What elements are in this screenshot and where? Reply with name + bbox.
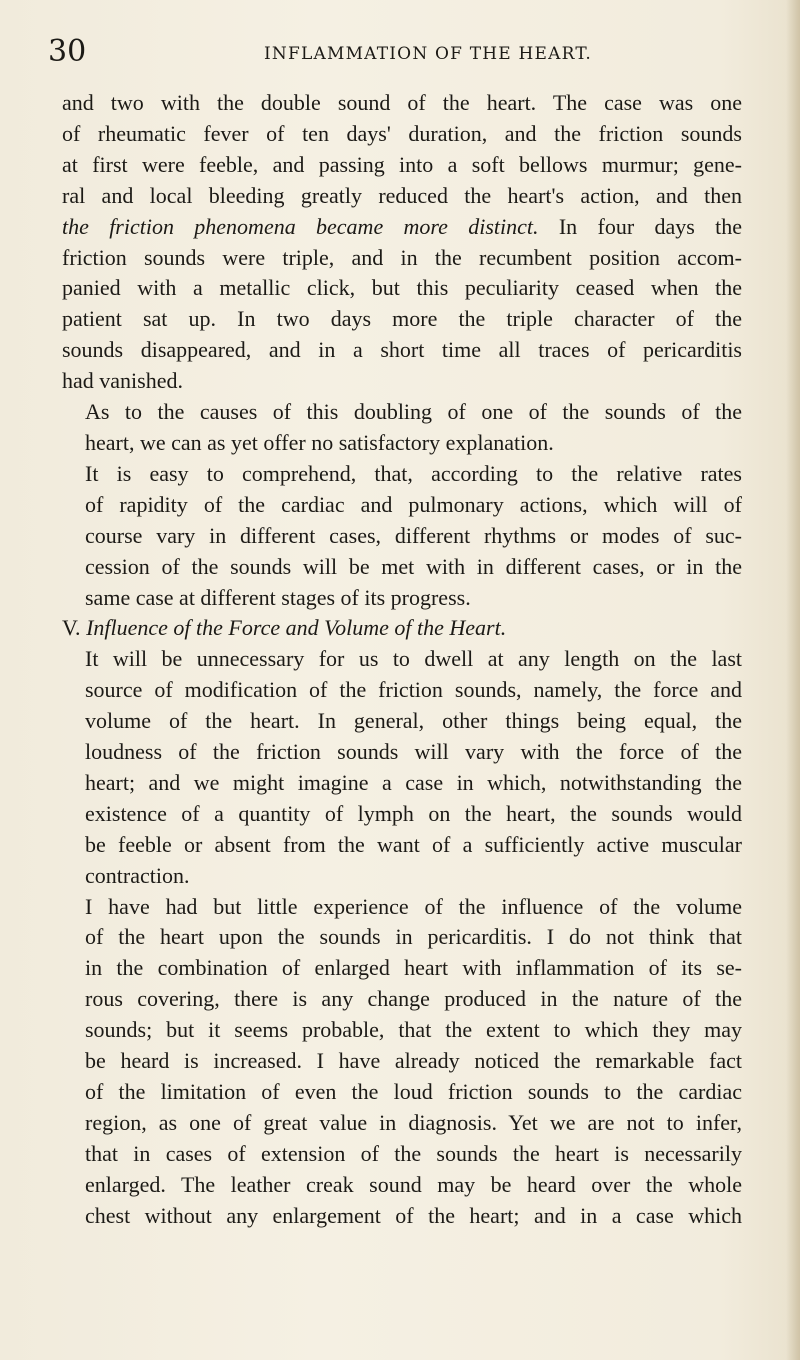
paragraph-4: [62, 644, 742, 891]
text-fragment: In four days the: [538, 213, 742, 239]
text-line: at first were feeble, and passing into a soft bellows murmur; gene-: [62, 151, 742, 177]
section-heading: [62, 613, 742, 644]
text-line: same case at different stages of its progress.: [85, 584, 471, 610]
text-line: sounds disappeared, and in a short time all traces of pericarditis: [62, 337, 742, 363]
text-line: panied with a metallic click, but this peculiarity ceased when the: [62, 275, 742, 301]
page-edge-shadow: [786, 0, 800, 1360]
text-line: source of modification of the friction sounds, namely, the force and: [85, 677, 742, 703]
section-title: Influence of the Force and Volume of the Heart.: [86, 615, 507, 641]
text-line: patient sat up. In two days more the triple character of the: [62, 306, 742, 332]
text-line: ral and local bleeding greatly reduced the heart's action, and then: [62, 182, 742, 208]
text-line: sounds; but it seems probable, that the extent to which they may: [85, 1017, 742, 1043]
section-numeral-text: V.: [62, 615, 81, 641]
text-line: As to the causes of this doubling of one of the sounds of the: [85, 399, 742, 425]
page-header: [48, 32, 748, 76]
text-line: that in cases of extension of the sounds the heart is necessarily: [85, 1140, 742, 1166]
text-line: I have had but little experience of the influence of the volume: [85, 893, 742, 919]
text-line: It is easy to comprehend, that, according to the relative rates: [85, 460, 742, 486]
text-line: heart; and we might imagine a case in which, notwithstanding the: [85, 769, 742, 795]
text-line-with-emphasis: [62, 212, 742, 243]
text-line: chest without any enlargement of the heart; and in a case which: [85, 1202, 742, 1228]
text-line: loudness of the friction sounds will vary with the force of the: [85, 739, 742, 765]
text-line: friction sounds were triple, and in the recumbent position accom-: [62, 244, 742, 270]
text-line: be heard is increased. I have already noticed the remarkable fact: [85, 1048, 742, 1074]
paragraph-2: [62, 397, 742, 459]
text-line: contraction.: [85, 862, 190, 888]
text-line: rous covering, there is any change produced in the nature of the: [85, 986, 742, 1012]
paragraph-1: [62, 88, 742, 397]
text-line: enlarged. The leather creak sound may be heard over the whole: [85, 1171, 742, 1197]
text-line: be feeble or absent from the want of a sufficiently active muscular: [85, 831, 742, 857]
paragraph-5: [62, 892, 742, 1232]
body-text: [62, 88, 742, 1232]
text-line: had vanished.: [62, 368, 183, 394]
running-head: INFLAMMATION OF THE HEART.: [264, 44, 592, 64]
text-line: and two with the double sound of the heart. The case was one: [62, 90, 742, 115]
text-line: of rheumatic fever of ten days' duration, and the friction sounds: [62, 120, 742, 146]
emphasized-phrase: the friction phenomena became more distinct.: [62, 213, 539, 239]
text-line: volume of the heart. In general, other things being equal, the: [85, 708, 742, 734]
text-line: heart, we can as yet offer no satisfactory explanation.: [85, 429, 554, 455]
text-line: of rapidity of the cardiac and pulmonary actions, which will of: [85, 491, 742, 517]
page-number: 30: [48, 34, 87, 69]
text-line: in the combination of enlarged heart with inflammation of its se-: [85, 955, 742, 981]
text-line: of the heart upon the sounds in pericarditis. I do not think that: [85, 924, 742, 950]
text-line: course vary in different cases, different rhythms or modes of suc-: [85, 522, 742, 548]
text-line: of the limitation of even the loud friction sounds to the cardiac: [85, 1079, 742, 1104]
text-line: existence of a quantity of lymph on the heart, the sounds would: [85, 800, 742, 826]
text-line: It will be unnecessary for us to dwell at any length on the last: [85, 646, 742, 672]
paragraph-3: [62, 459, 742, 614]
text-line: region, as one of great value in diagnosis. Yet we are not to infer,: [85, 1109, 742, 1135]
text-line: cession of the sounds will be met with in different cases, or in the: [85, 553, 742, 579]
